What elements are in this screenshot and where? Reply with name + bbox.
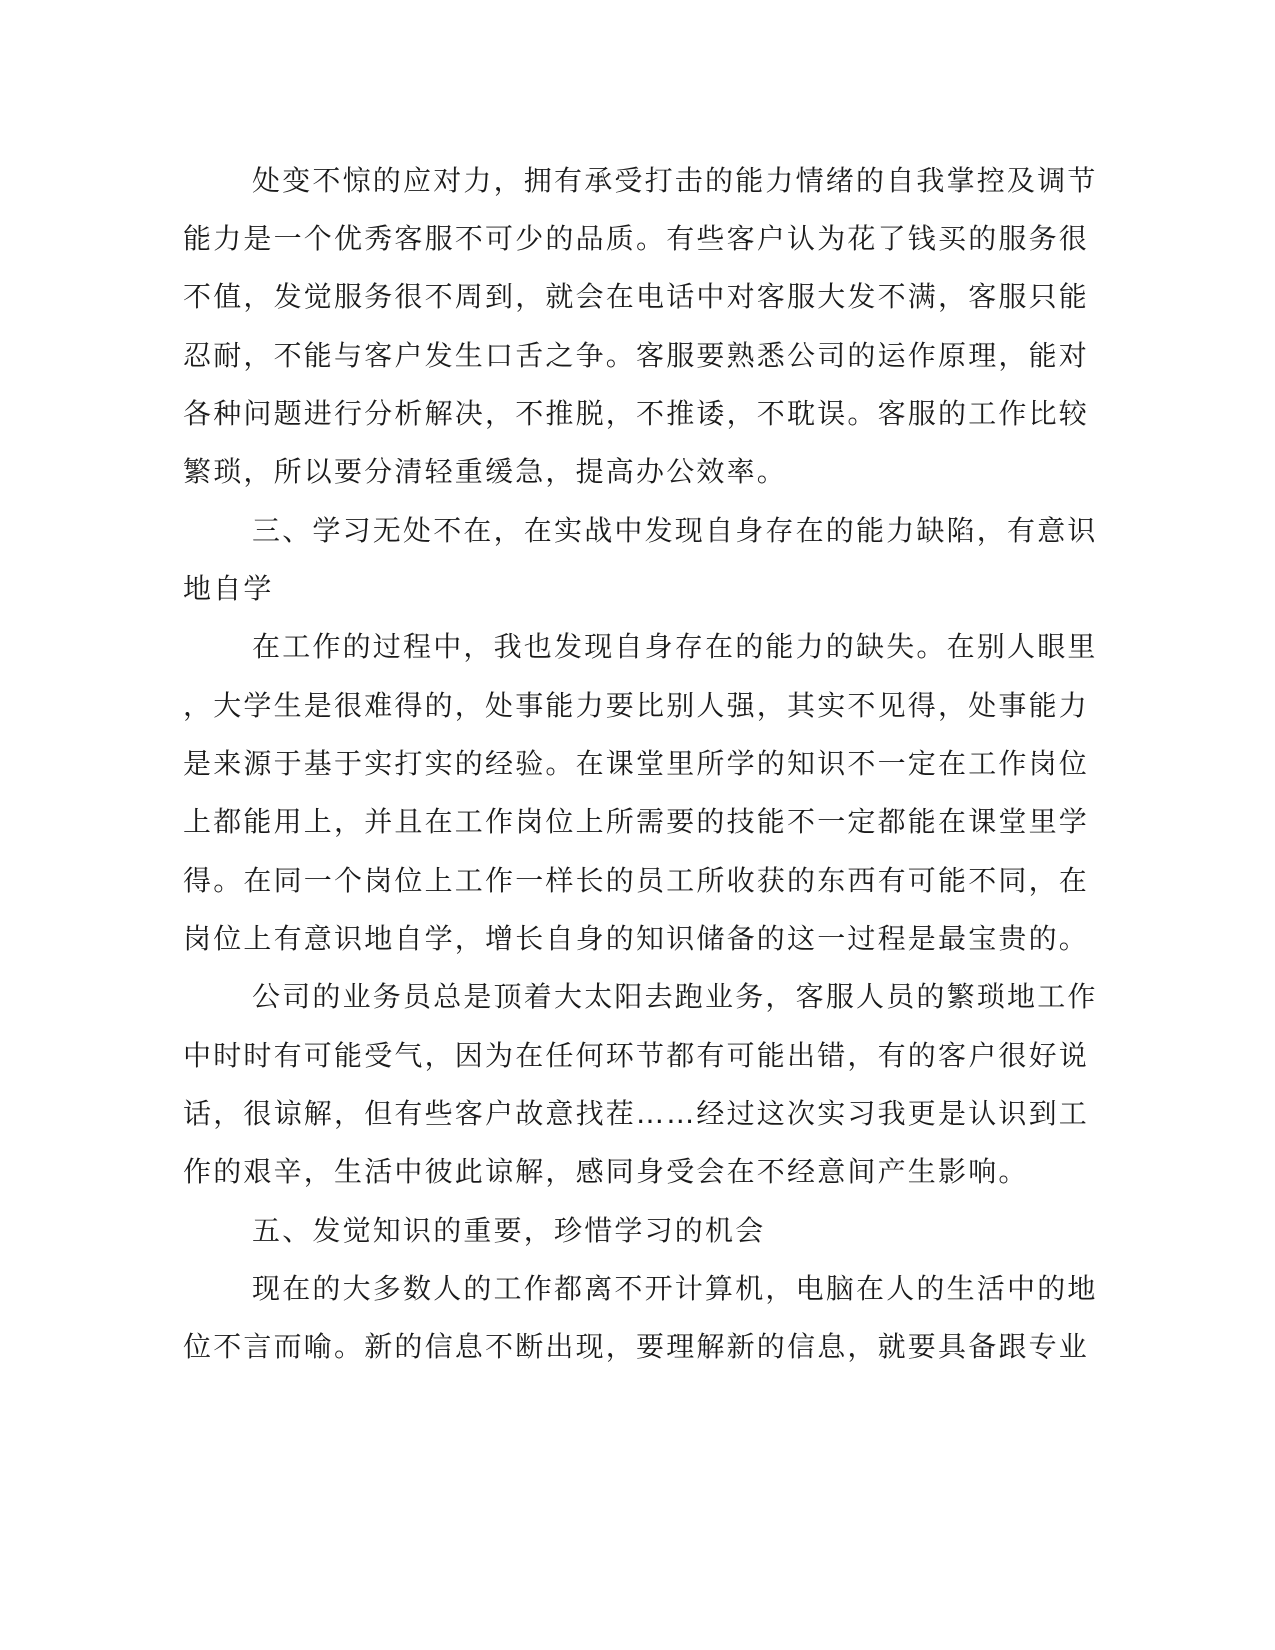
section-heading-line: 地自学 — [183, 572, 274, 605]
paragraph-line: 话，很谅解，但有些客户故意找茬……经过这次实习我更是认识到工 — [183, 1097, 1090, 1130]
paragraph-line: 繁琐，所以要分清轻重缓急，提高办公效率。 — [183, 455, 788, 488]
paragraph-line: 作的艰辛，生活中彼此谅解，感同身受会在不经意间产生影响。 — [183, 1155, 1029, 1188]
paragraph-line: 上都能用上，并且在工作岗位上所需要的技能不一定都能在课堂里学 — [183, 805, 1090, 838]
paragraph-line: 在工作的过程中，我也发现自身存在的能力的缺失。在别人眼里 — [252, 630, 1098, 663]
paragraph-line: 得。在同一个岗位上工作一样长的员工所收获的东西有可能不同，在 — [183, 864, 1090, 897]
section-heading-line: 三、学习无处不在，在实战中发现自身存在的能力缺陷，有意识 — [252, 514, 1098, 547]
paragraph-line: 各种问题进行分析解决，不推脱，不推诿，不耽误。客服的工作比较 — [183, 397, 1090, 430]
section-heading-line: 五、发觉知识的重要，珍惜学习的机会 — [252, 1214, 766, 1247]
paragraph-line: ，大学生是很难得的，处事能力要比别人强，其实不见得，处事能力 — [183, 689, 1090, 722]
paragraph-line: 是来源于基于实打实的经验。在课堂里所学的知识不一定在工作岗位 — [183, 747, 1090, 780]
paragraph-line: 处变不惊的应对力，拥有承受打击的能力情绪的自我掌控及调节 — [252, 164, 1098, 197]
paragraph-line: 岗位上有意识地自学，增长自身的知识储备的这一过程是最宝贵的。 — [183, 922, 1090, 955]
paragraph-line: 中时时有可能受气，因为在任何环节都有可能出错，有的客户很好说 — [183, 1039, 1090, 1072]
paragraph-line: 公司的业务员总是顶着大太阳去跑业务，客服人员的繁琐地工作 — [252, 980, 1098, 1013]
paragraph-line: 不值，发觉服务很不周到，就会在电话中对客服大发不满，客服只能 — [183, 280, 1090, 313]
paragraph-line: 能力是一个优秀客服不可少的品质。有些客户认为花了钱买的服务很 — [183, 222, 1090, 255]
paragraph-line: 位不言而喻。新的信息不断出现，要理解新的信息，就要具备跟专业 — [183, 1330, 1090, 1363]
paragraph-line: 现在的大多数人的工作都离不开计算机，电脑在人的生活中的地 — [252, 1272, 1098, 1305]
paragraph-line: 忍耐，不能与客户发生口舌之争。客服要熟悉公司的运作原理，能对 — [183, 339, 1090, 372]
